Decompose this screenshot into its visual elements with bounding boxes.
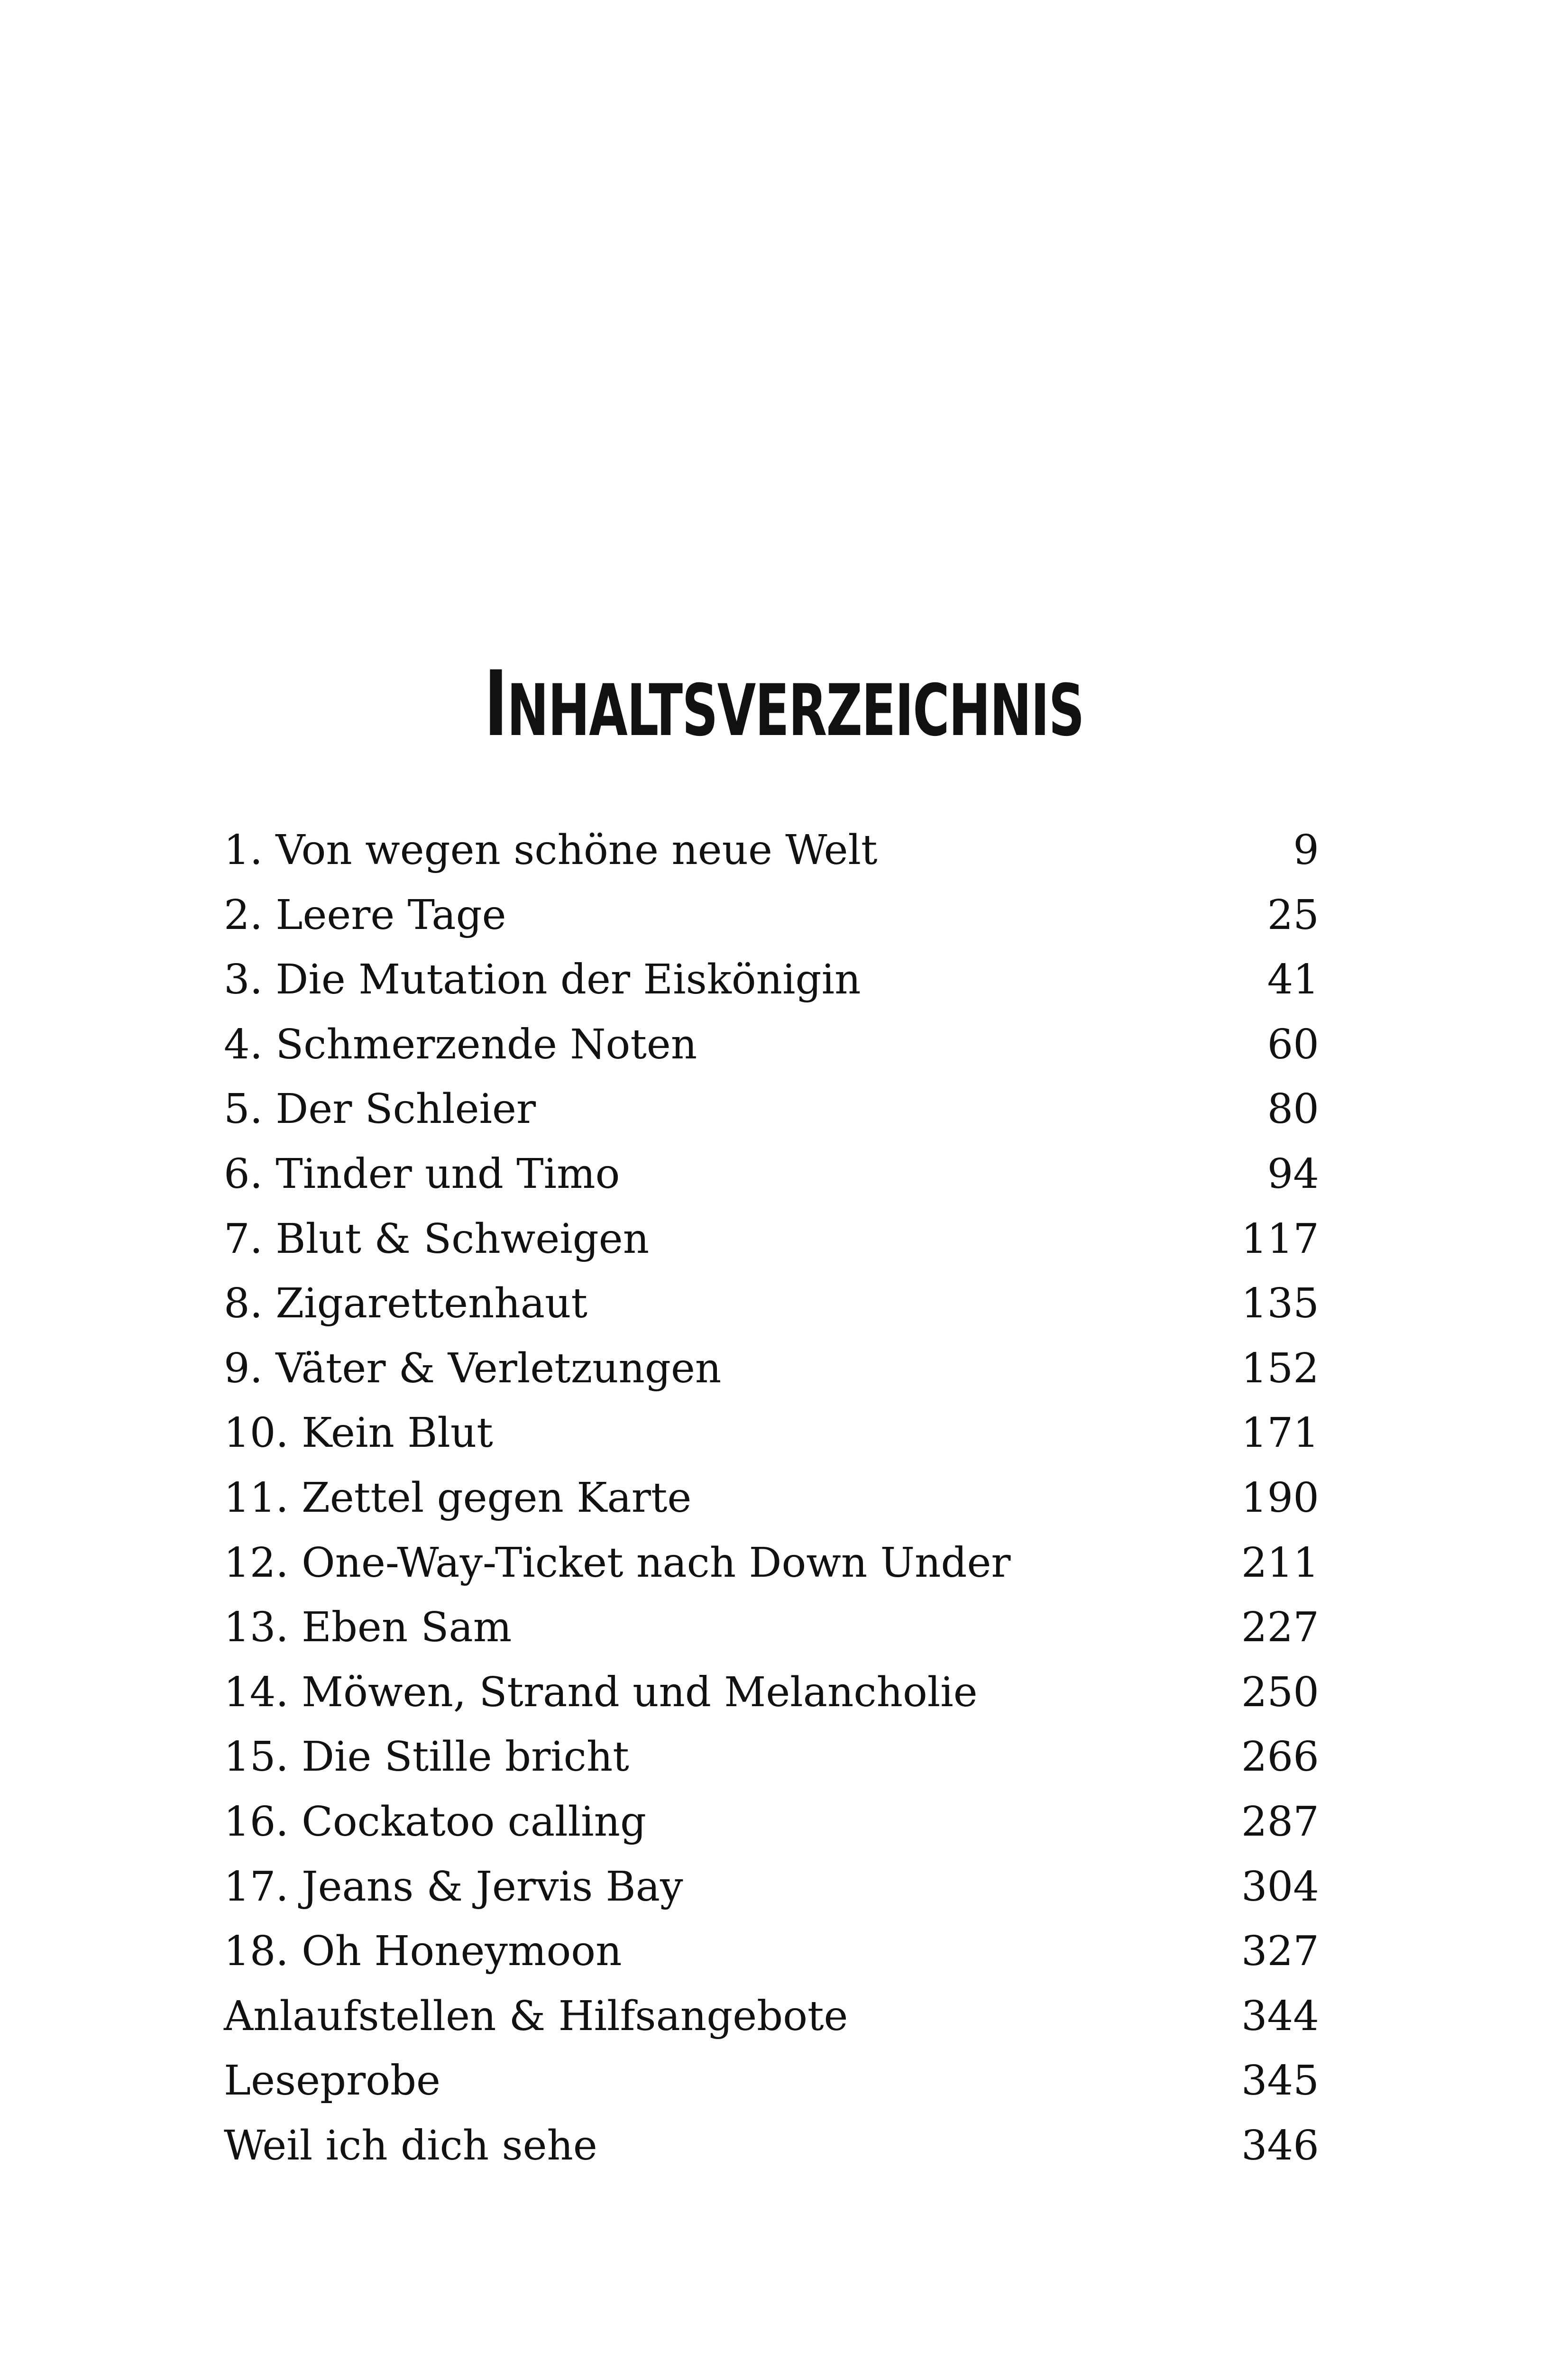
toc-entry-page: 227 — [1241, 1604, 1319, 1652]
toc-entry — [224, 1271, 1319, 1336]
toc-entry-title: 1. Von wegen schöne neue Welt — [224, 827, 878, 874]
toc-entry-title: 2. Leere Tage — [224, 891, 506, 939]
toc-entry-page: 152 — [1241, 1344, 1319, 1392]
toc-entry-page: 41 — [1267, 956, 1319, 1004]
toc-entry-page: 287 — [1241, 1798, 1319, 1846]
toc-entry-title: 6. Tinder und Timo — [224, 1150, 620, 1198]
toc-entry — [224, 1531, 1319, 1596]
toc-entry-page: 211 — [1241, 1539, 1319, 1587]
toc-entry-title: 12. One-Way-Ticket nach Down Under — [224, 1539, 1011, 1587]
toc-entry-title: 13. Eben Sam — [224, 1604, 512, 1652]
toc-entry — [224, 1142, 1319, 1207]
toc-entry — [224, 1336, 1319, 1401]
toc-entry-title: 11. Zettel gegen Karte — [224, 1474, 692, 1522]
toc-entry — [224, 1595, 1319, 1660]
toc-entry-title: 18. Oh Honeymoon — [224, 1928, 622, 1976]
toc-entry-title: 16. Cockatoo calling — [224, 1798, 647, 1846]
title-rest: NHALTSVERZEICHNIS — [507, 670, 1084, 752]
toc-entry-title: 3. Die Mutation der Eiskönigin — [224, 956, 861, 1004]
toc-entry — [224, 1725, 1319, 1790]
toc-entry-page: 344 — [1241, 1992, 1319, 2040]
toc-entry-title: 10. Kein Blut — [224, 1409, 493, 1457]
toc-entry — [224, 2049, 1319, 2114]
toc-entry — [224, 2114, 1319, 2178]
page-title — [173, 652, 1395, 756]
toc-entry-page: 266 — [1241, 1733, 1319, 1781]
toc-entry-page: 304 — [1241, 1863, 1319, 1911]
toc-entry — [224, 1660, 1319, 1725]
toc-entry-title: 9. Väter & Verletzungen — [224, 1344, 722, 1392]
toc-entry-title: Leseprobe — [224, 2057, 440, 2105]
toc-entry — [224, 947, 1319, 1012]
toc-entry-page: 346 — [1241, 2122, 1319, 2169]
title-initial: I — [484, 652, 507, 756]
toc-entry — [224, 1207, 1319, 1272]
toc-entry-page: 60 — [1267, 1020, 1319, 1068]
toc-entry — [224, 818, 1319, 883]
toc-entry-page: 94 — [1267, 1150, 1319, 1198]
toc-entry-title: Weil ich dich sehe — [224, 2122, 597, 2169]
toc-entry — [224, 1919, 1319, 1984]
toc-entry-title: 5. Der Schleier — [224, 1085, 536, 1133]
toc-entry-title: 4. Schmerzende Noten — [224, 1020, 697, 1068]
toc-entry — [224, 1012, 1319, 1077]
toc-entry-page: 250 — [1241, 1668, 1319, 1716]
toc-entry — [224, 1401, 1319, 1466]
toc-list — [224, 818, 1319, 2178]
toc-entry-page: 327 — [1241, 1928, 1319, 1976]
toc-entry-page: 190 — [1241, 1474, 1319, 1522]
toc-entry-title: 7. Blut & Schweigen — [224, 1215, 650, 1263]
toc-entry-title: 15. Die Stille bricht — [224, 1733, 629, 1781]
toc-entry-title: 17. Jeans & Jervis Bay — [224, 1863, 683, 1911]
toc-entry — [224, 883, 1319, 948]
toc-entry — [224, 1790, 1319, 1855]
toc-entry-page: 80 — [1267, 1085, 1319, 1133]
toc-entry-title: 8. Zigarettenhaut — [224, 1280, 587, 1328]
toc-entry — [224, 1466, 1319, 1531]
toc-entry — [224, 1855, 1319, 1920]
toc-entry-title: Anlaufstellen & Hilfsangebote — [224, 1992, 848, 2040]
toc-entry-page: 9 — [1293, 827, 1319, 874]
toc-entry-page: 117 — [1241, 1215, 1319, 1263]
toc-entry-page: 135 — [1241, 1280, 1319, 1328]
toc-entry-page: 171 — [1241, 1409, 1319, 1457]
toc-entry-page: 25 — [1267, 891, 1319, 939]
toc-entry — [224, 1984, 1319, 2049]
toc-entry-page: 345 — [1241, 2057, 1319, 2105]
toc-entry-title: 14. Möwen, Strand und Melancholie — [224, 1668, 978, 1716]
toc-entry — [224, 1077, 1319, 1142]
